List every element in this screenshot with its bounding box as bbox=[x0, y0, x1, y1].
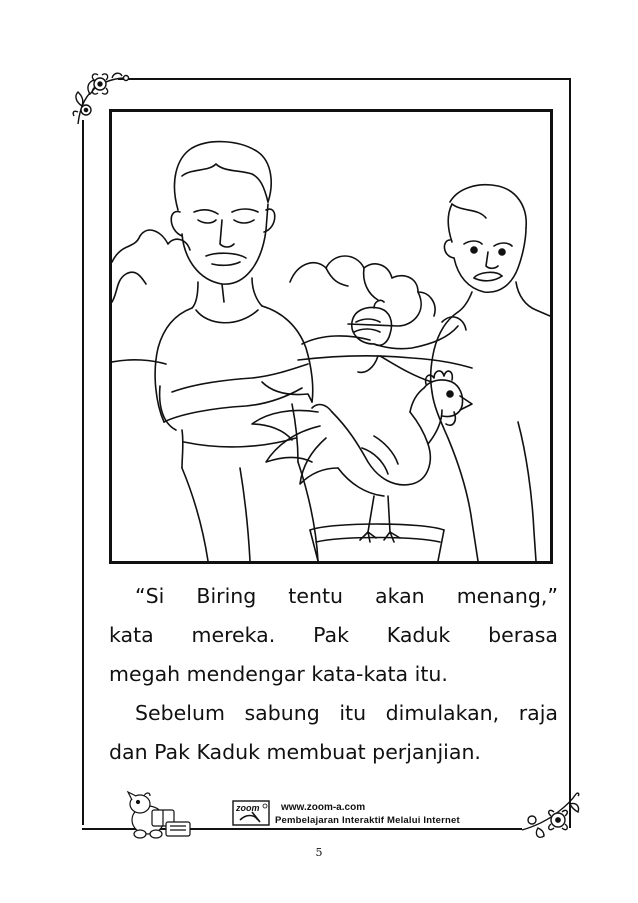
page-frame-right-line bbox=[569, 78, 571, 828]
story-line: “Si Biring tentu akan menang,” bbox=[135, 584, 558, 608]
story-line: megah mendengar kata-kata itu. bbox=[109, 662, 448, 686]
story-line: dan Pak Kaduk membuat perjanjian. bbox=[109, 740, 481, 764]
page-frame-top-line bbox=[118, 78, 570, 80]
story-line: Sebelum sabung itu dimulakan, raja bbox=[135, 701, 558, 725]
footer-tagline: Pembelajaran Interaktif Melalui Internet bbox=[275, 815, 460, 826]
page-number: 5 bbox=[315, 846, 323, 859]
footer-url[interactable]: www.zoom-a.com bbox=[281, 802, 366, 813]
rooster-figure bbox=[252, 371, 472, 561]
story-text bbox=[109, 577, 558, 772]
flower-vine-icon bbox=[518, 790, 584, 846]
zoom-a-logo bbox=[232, 800, 270, 826]
logo-text: zoom bbox=[236, 803, 260, 813]
story-line: kata mereka. Pak Kaduk berasa bbox=[109, 623, 558, 647]
rhino-reading-mascot bbox=[126, 786, 194, 840]
old-man-figure bbox=[155, 142, 318, 561]
story-illustration bbox=[109, 109, 553, 564]
page-frame-left-line bbox=[82, 120, 84, 825]
